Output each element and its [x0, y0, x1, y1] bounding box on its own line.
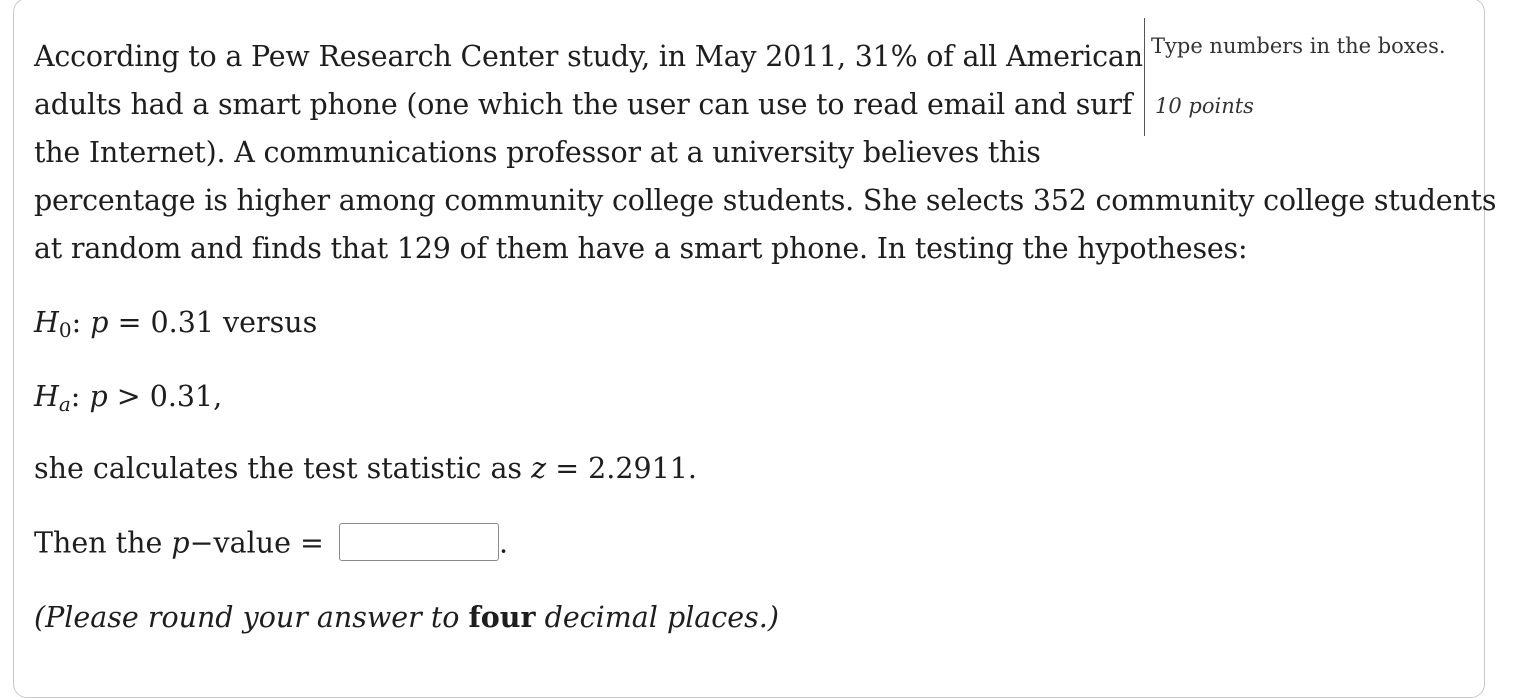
answer-variable: p: [171, 526, 190, 560]
hypothesis-subscript: a: [58, 392, 71, 416]
hypothesis-variable: p: [89, 380, 108, 413]
question-sidebar: [1144, 18, 1465, 136]
null-hypothesis: [34, 306, 318, 342]
test-statistic-line: [34, 452, 697, 485]
hypothesis-value: = 0.31 versus: [108, 306, 318, 339]
hypothesis-colon: :: [70, 380, 90, 413]
question-text-line-1: According to a Pew Research Center study, in May 2011, 31% of all American: [34, 40, 1143, 73]
question-text-line-3: the Internet). A communications professor at a university believes this: [34, 136, 1041, 169]
statistic-variable: z: [531, 452, 547, 485]
hypothesis-value: > 0.31,: [107, 380, 223, 413]
alternative-hypothesis: [34, 380, 223, 416]
rounding-note: [34, 600, 779, 634]
points-label: 10 points: [1155, 94, 1254, 118]
answer-prefix: Then the: [34, 526, 172, 560]
statistic-prefix: she calculates the test statistic as: [34, 452, 532, 485]
hypothesis-variable: p: [90, 306, 109, 339]
answer-label: −value =: [189, 526, 333, 560]
note-text-end: decimal places.): [535, 601, 779, 634]
hypothesis-subscript: 0: [58, 318, 72, 342]
p-value-answer-line: [34, 526, 508, 564]
question-text-line-4: percentage is higher among community college students. She selects 352 community college students: [34, 184, 1497, 217]
hypothesis-symbol: H: [34, 380, 59, 413]
note-emphasis: four: [468, 600, 536, 634]
instruction-text: Type numbers in the boxes.: [1151, 34, 1446, 58]
p-value-input[interactable]: [339, 523, 499, 561]
question-text-line-2: adults had a smart phone (one which the user can use to read email and surf: [34, 88, 1133, 121]
statistic-value: = 2.2911.: [546, 452, 697, 485]
answer-suffix: .: [498, 526, 509, 560]
hypothesis-colon: :: [71, 306, 91, 339]
question-text-line-5: at random and finds that 129 of them have a smart phone. In testing the hypotheses:: [34, 232, 1248, 265]
note-text-start: (Please round your answer to: [34, 601, 469, 634]
hypothesis-symbol: H: [34, 306, 59, 339]
